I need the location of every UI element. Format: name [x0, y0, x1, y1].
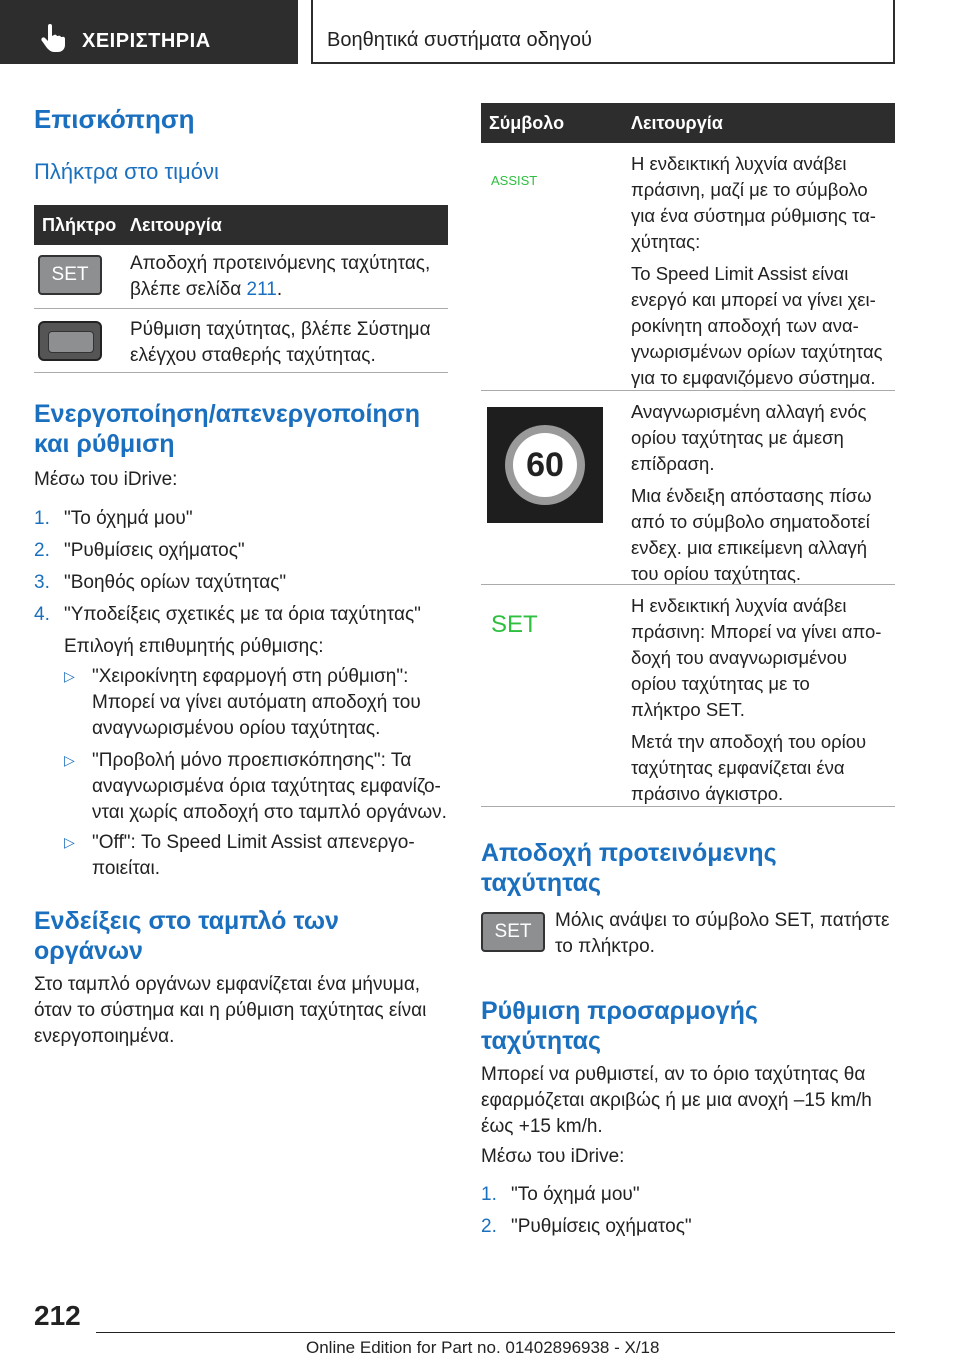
page-number: 212 — [34, 1300, 81, 1331]
subtitle: Πλήκτρα στο τιμόνι — [34, 159, 219, 184]
table-cell-text: Αναγνωρισμένη αλλαγή ενός ορίου ταχύτητας με άμεση επίδραση. Μια ένδειξη απόστασης πίσω από το σύμβολο σηματοδοτεί ενδεχ. μια επικείμενη αλλαγή του ορίου ταχύτητας. — [631, 401, 872, 584]
table-cell-text: Η ενδεικτική λυχνία ανάβει πράσινη: Μπορεί να γίνει απο- δοχή του αναγνωρισμένου ορίου ταχύτητας με το πλήκτρο SET. Μετά την αποδοχή του ορίου ταχύτητας εμφανίζεται ένα πράσινο άγκιστρο. — [631, 595, 882, 804]
triangle-bullet-icon: ▷ — [64, 668, 75, 684]
table-header-col2: Λειτουργία — [130, 215, 222, 235]
paragraph: Μόλις ανάψει το σύμβολο SET, πατήστε το πλήκτρο. — [555, 910, 890, 957]
symbols-table — [481, 103, 895, 807]
table-row — [481, 585, 895, 807]
table-cell-text: Αποδοχή προτεινόμενης ταχύτητας, βλέπε σελίδα 211. — [130, 253, 431, 300]
triangle-bullet-icon: ▷ — [64, 834, 75, 850]
table-row — [481, 143, 895, 391]
table-header — [481, 103, 895, 143]
hand-pointer-icon — [40, 24, 66, 54]
table-row — [34, 245, 448, 309]
table-header-col2: Λειτουργία — [631, 113, 723, 133]
set-button-icon: SET — [481, 912, 545, 952]
buttons-table — [34, 205, 448, 373]
speed-limit-sign-icon: 60 — [487, 407, 603, 523]
table-header — [34, 205, 448, 245]
intro-text: Μέσω του iDrive: — [481, 1146, 625, 1167]
table-row — [481, 391, 895, 585]
rocker-switch-icon — [38, 321, 102, 361]
paragraph: Στο ταμπλό οργάνων εμφανίζεται ένα μήνυμα, όταν το σύστημα και η ρύθμιση ταχύτητας είναι ενεργοποιημένα. — [34, 974, 427, 1047]
header-section-tab — [311, 0, 895, 64]
page-link[interactable]: 211 — [246, 279, 277, 300]
header-chapter-title: ΧΕΙΡΙΣΤΗΡΙΑ — [82, 30, 211, 52]
steps-list: 1. "Το όχημά μου" 2. "Ρυθμίσεις οχήματος" — [481, 1184, 692, 1237]
steps-list: 1. "Το όχημά μου" 2. "Ρυθμίσεις οχήματος" 3. "Βοηθός ορίων ταχύτητας" 4. "Υποδείξεις σχετικές με τα όρια ταχύτητας" — [34, 508, 421, 625]
table-cell-text: Ρύθμιση ταχύτητας, βλέπε Σύστημα ελέγχου σταθερής ταχύτητας. — [130, 319, 431, 366]
assist-indicator-icon: ASSIST — [491, 173, 538, 188]
paragraph: Μπορεί να ρυθμιστεί, αν το όριο ταχύτητας θα εφαρμόζεται ακριβώς ή με μια ανοχή –15 km/h έως +15 km/h. — [481, 1064, 872, 1137]
triangle-bullet-icon: ▷ — [64, 752, 75, 768]
page-title: Επισκόπηση — [34, 104, 195, 134]
intro-text: Μέσω του iDrive: — [34, 469, 178, 490]
table-row — [34, 309, 448, 373]
table-header-col1: Σύμβολο — [489, 113, 565, 133]
section-heading: Ενδείξεις στο ταμπλό των οργάνων — [34, 907, 339, 965]
section-heading: Ρύθμιση προσαρμογής ταχύτητας — [481, 997, 758, 1055]
footer-edition: Online Edition for Part no. 01402896938 - X/18 — [306, 1338, 660, 1357]
set-button-icon: SET — [38, 255, 102, 295]
section-heading: Ενεργοποίηση/απενεργοποίηση και ρύθμιση — [34, 400, 421, 458]
table-header-col1: Πλήκτρο — [42, 215, 117, 235]
choose-text: Επιλογή επιθυμητής ρύθμισης: — [64, 636, 324, 657]
options-list: ▷ "Χειροκίνητη εφαρμογή στη ρύθμιση": Μπορεί να γίνει αυτόματη αποδοχή του αναγνωρισμένου ορίου ταχύτητας. ▷ "Προβολή μόνο προεπισκόπησης": Τα αναγνωρισμένα όρια ταχύτητας εμφανίζο- νται χωρίς αποδοχή στο ταμπλό οργάνων. ▷ "Off": Το Speed Limit Assist απενεργο- ποιείται. — [64, 666, 447, 879]
table-cell-text: Η ενδεικτική λυχνία ανάβει πράσινη, μαζί με το σύμβολο για ένα σύστημα ρύθμισης τα- χύτητας: Το Speed Limit Assist είναι ενεργό και μπορεί να γίνει χει- ροκίνητη αποδοχή των ανα- γνωρισμένων ορίων ταχύτητας για το εμφανιζόμενο σύστημα. — [631, 153, 883, 388]
footer-divider — [96, 1332, 895, 1333]
set-indicator-icon: SET — [491, 611, 538, 638]
header-chapter-tab[interactable] — [0, 0, 298, 64]
section-heading: Αποδοχή προτεινόμενης ταχύτητας — [481, 839, 777, 897]
header-section-title: Βοηθητικά συστήματα οδηγού — [327, 29, 592, 51]
